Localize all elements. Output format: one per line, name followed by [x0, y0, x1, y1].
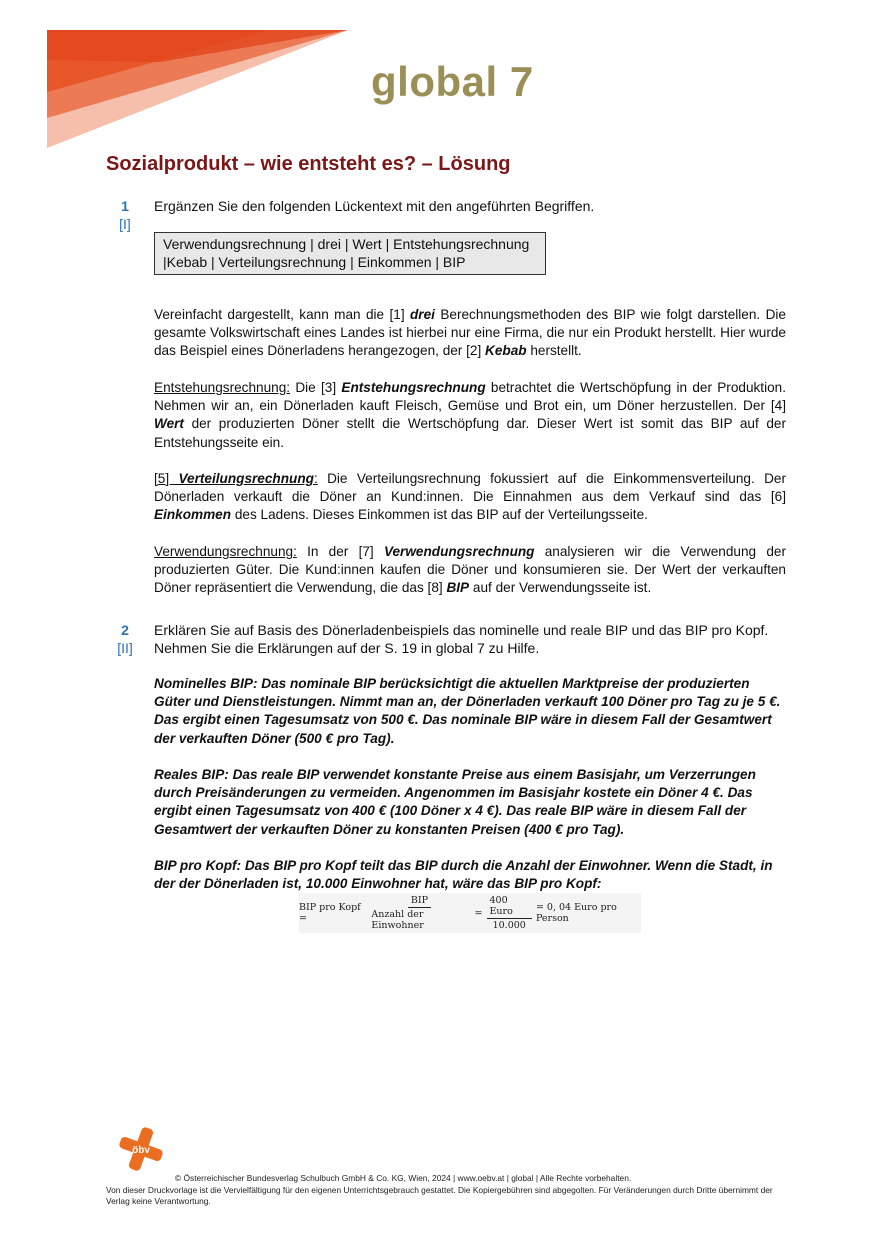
global-logo-title: global 7	[371, 58, 534, 105]
text: betrachtet die Wertschöpfung in der Produktion. Nehmen wir an, ein Dönerladen kauft Fleisch, Gemüse und Brot ein, um Döner herzustellen. Der [4]	[154, 380, 787, 414]
task-level: [II]	[117, 640, 133, 656]
text: Die Verteilungsrechnung fokussiert auf die Einkommensverteilung. Der Dönerladen verkauft die Döner an Kund:innen. Die Einnahmen aus dem Verkauf sind das [6]	[154, 471, 786, 505]
text: Berechnungsmethoden des BIP wie folgt darstellen. Die gesamte Volkswirtschaft eines Landes ist hierbei nur eine Firma, die nur ein Produkt herstellt. Hier wurde das Beispiel eines Dönerladens herangezogen, der [2]	[154, 307, 786, 359]
terms-line-2: |Kebab | Verteilungsrechnung | Einkommen | BIP	[163, 254, 466, 270]
task-level: [I]	[119, 216, 131, 232]
page-title: Sozialprodukt – wie entsteht es? – Lösung	[106, 153, 511, 175]
answer-bip-per-capita: BIP pro Kopf: Das BIP pro Kopf teilt das BIP durch die Anzahl der Einwohner. Wenn die Stadt, in der der Dönerladen ist, 10.000 Einwohner hat, wäre das BIP pro Kopf:	[154, 858, 773, 892]
numerator: 400 Euro	[487, 895, 532, 919]
paragraph-intro	[154, 306, 786, 361]
footer-copyright: © Österreichischer Bundesverlag Schulbuch GmbH & Co. KG, Wien, 2024 | www.oebv.at | global | Alle Rechte vorbehalten.	[175, 1173, 632, 1183]
denominator: 10.000	[492, 920, 526, 931]
terms-line-1: Verwendungsrechnung | drei | Wert | Entstehungsrechnung	[163, 236, 530, 252]
oebv-logo-icon	[118, 1126, 164, 1172]
task-number: 2	[121, 622, 129, 638]
fraction-1	[368, 895, 470, 931]
text: auf der Verwendungsseite ist.	[469, 580, 652, 596]
oebv-logo-text: öbv	[132, 1145, 150, 1156]
task-2-number	[105, 621, 145, 657]
task-2-instruction	[154, 621, 768, 657]
equals-sign: =	[474, 907, 483, 919]
answer-6: Einkommen	[154, 507, 232, 523]
text: Vereinfacht dargestellt, kann man die [1]	[154, 307, 410, 322]
formula-result: = 0, 04 Euro pro Person	[535, 902, 617, 924]
formula-lhs: BIP pro Kopf =	[299, 902, 361, 924]
text: analysieren wir die Verwendung der produzierten Güter. Die Kund:innen kaufen die Döner und konsumieren sie. Der Wert der verkauften Döner repräsentiert die Verwendung, die das [8]	[154, 544, 786, 596]
task-1-number	[105, 197, 145, 233]
answer-nominal-bip: Nominelles BIP: Das nominale BIP berücksichtigt die aktuellen Marktpreise der produzierten Güter und Dienstleistungen. Nimmt man an, der Dönerladen verkauft 100 Döner pro Tag zu je 5 €. Das ergibt einen Tagesumsatz von 500 €. Das nominale BIP wäre in diesem Fall der Gesamtwert der verkauften Döner (500 € pro Tag).	[154, 676, 781, 746]
text: des Ladens. Dieses Einkommen ist das BIP auf der Verteilungsseite.	[231, 507, 648, 523]
answer-8: BIP	[446, 580, 470, 596]
bip-per-capita-formula	[299, 893, 641, 933]
label-colon: :	[313, 471, 318, 486]
task-1-instruction: Ergänzen Sie den folgenden Lückentext mit den angeführten Begriffen.	[154, 198, 595, 214]
paragraph-entstehung	[154, 379, 786, 452]
text: herstellt.	[526, 343, 582, 359]
denominator: Anzahl der Einwohner	[371, 909, 424, 931]
instruction-line: Erklären Sie auf Basis des Dönerladenbeispiels das nominelle und reale BIP und das BIP pro Kopf.	[154, 622, 769, 638]
answer-4: Wert	[154, 416, 184, 432]
paragraph-verteilung	[154, 470, 786, 525]
fraction-2	[487, 895, 532, 931]
answer-3: Entstehungsrechnung	[341, 380, 486, 395]
section-label: Entstehungsrechnung:	[154, 380, 291, 395]
label-number: [5]	[154, 471, 179, 486]
paragraph-verwendung	[154, 543, 786, 598]
footer-disclaimer: Von dieser Druckvorlage ist die Vervielfältigung für den eigenen Unterrichtsgebrauch gestattet. Die Kopiergebühren sind abgegolten. Für Veränderungen durch Dritte übernimmt der Verlag keine Verantwortung.	[106, 1185, 773, 1206]
answer-real-bip: Reales BIP: Das reale BIP verwendet konstante Preise aus einem Basisjahr, um Verzerrungen durch Preisänderungen zu vermeiden. Angenommen im Basisjahr kostete ein Döner 4 €. Das ergibt einen Tagesumsatz von 400 € (100 Döner x 4 €). Das reale BIP wäre in diesem Fall der Gesamtwert der verkauften Döner zu konstanten Preisen (400 € pro Tag).	[154, 767, 756, 837]
answer-1: drei	[410, 307, 435, 322]
text: der produzierten Döner stellt die Wertschöpfung dar. Dieser Wert ist somit das BIP auf der Entstehungsseite ein.	[154, 416, 786, 450]
instruction-line: Nehmen Sie die Erklärungen auf der S. 19 in global 7 zu Hilfe.	[154, 640, 540, 656]
numerator: BIP	[408, 895, 431, 908]
section-label: Verwendungsrechnung:	[154, 544, 297, 559]
answer-2: Kebab	[485, 343, 527, 359]
text: Die [3]	[290, 380, 342, 395]
text: In der [7]	[296, 544, 384, 559]
answer-7: Verwendungsrechnung	[383, 544, 535, 559]
answer-5: Verteilungsrechnung	[178, 471, 314, 486]
task-number: 1	[121, 198, 129, 214]
terms-box	[154, 232, 546, 275]
